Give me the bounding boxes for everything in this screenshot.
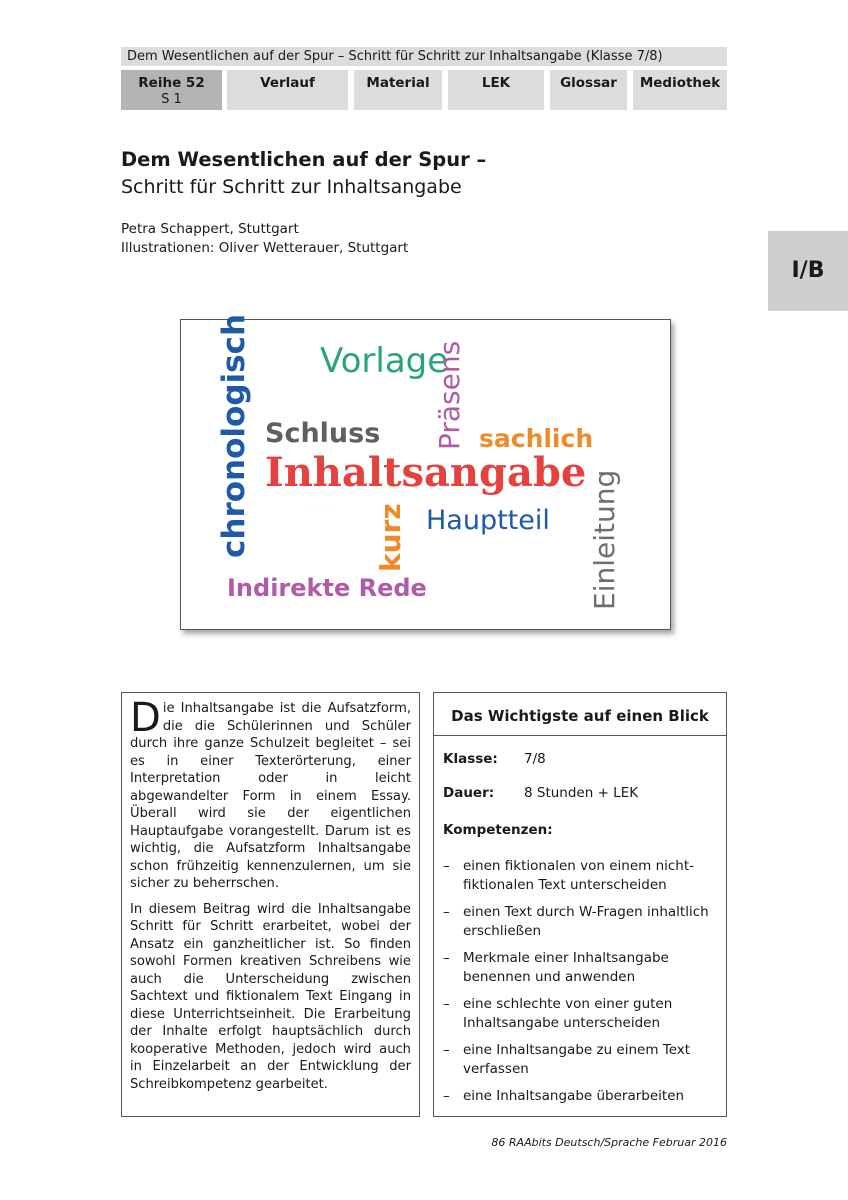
list-item: [443, 1087, 713, 1106]
nav-reihe-page: S 1: [161, 92, 182, 107]
intro-paragraph-1: [130, 695, 411, 893]
word-inhaltsangabe: Inhaltsangabe: [265, 449, 587, 496]
drop-cap: D: [130, 695, 161, 741]
word-einleitung: Einleitung: [588, 469, 621, 610]
series-title: Dem Wesentlichen auf der Spur – Schritt für Schritt zur Inhaltsangabe (Klasse 7/8): [121, 47, 727, 66]
list-item: [443, 857, 713, 895]
author-line: Petra Schappert, Stuttgart: [121, 221, 299, 237]
overview-title: Das Wichtigste auf einen Blick: [451, 707, 709, 725]
intro-text-box: [121, 692, 420, 1117]
list-dash: –: [443, 996, 450, 1012]
overview-divider: [434, 735, 726, 736]
word-chronologisch: chronologisch: [216, 313, 252, 558]
word-sachlich: sachlich: [479, 424, 594, 453]
list-dash: –: [443, 950, 450, 966]
list-item-text: einen Text durch W-Fragen inhaltlich erschließen: [463, 904, 709, 939]
nav-reihe-label: Reihe 52: [138, 75, 205, 91]
word-indirekte-rede: Indirekte Rede: [227, 574, 427, 602]
section-tab: I/B: [768, 231, 848, 311]
nav-mediothek[interactable]: Mediothek: [633, 70, 727, 110]
list-item-text: eine schlechte von einer guten Inhaltsangabe unterscheiden: [463, 996, 673, 1031]
article-title: Dem Wesentlichen auf der Spur –: [121, 148, 487, 171]
word-vorlage: Vorlage: [320, 341, 449, 381]
word-kurz: kurz: [374, 503, 407, 572]
word-hauptteil: Hauptteil: [426, 505, 550, 536]
list-item: [443, 949, 713, 987]
klasse-label: Klasse:: [443, 751, 498, 767]
nav-glossar[interactable]: Glossar: [550, 70, 627, 110]
nav-verlauf[interactable]: Verlauf: [227, 70, 348, 110]
list-dash: –: [443, 904, 450, 920]
klasse-value: 7/8: [524, 751, 546, 767]
list-item: [443, 903, 713, 941]
list-dash: –: [443, 1042, 450, 1058]
list-dash: –: [443, 1088, 450, 1104]
illustrations-line: Illustrationen: Oliver Wetterauer, Stuttgart: [121, 240, 409, 256]
intro-paragraph-2: In diesem Beitrag wird die Inhaltsangabe Schritt für Schritt erarbeitet, wobei der Ansatz ein ganzheitlicher ist. So finden sowohl Formen kreativen Schreibens wie auch die Unterscheidung zwischen Sachtext und fiktionalem Text Eingang in diese Unterrichtseinheit. Die Erarbeitung der Inhalte erfolgt hauptsächlich durch kooperative Methoden, jedoch wird auch in Einzelarbeit an der Entwicklung der Schreibkompetenz gearbeitet.: [130, 901, 411, 1092]
word-schluss: Schluss: [265, 418, 381, 449]
page-footer: 86 RAAbits Deutsch/Sprache Februar 2016: [491, 1136, 727, 1149]
word-cloud-illustration: [180, 313, 671, 630]
overview-box: [433, 692, 727, 1117]
article-subtitle: Schritt für Schritt zur Inhaltsangabe: [121, 176, 462, 198]
intro-paragraph-1-text: ie Inhaltsangabe ist die Aufsatzform, die die Schülerinnen und Schüler durch ihre ganze Schulzeit begleitet – sei es in einer Texterörterung, einer Interpretation oder in leicht abgewandelter Form in einem Essay. Überall wird sie der eigentlichen Hauptaufgabe vorangestellt. Darum ist es wichtig, die Aufsatzform Inhaltsangabe schon frühzeitig kennenzulernen, um sie sicher zu beherrschen.: [130, 701, 411, 891]
nav-reihe[interactable]: [121, 70, 222, 110]
nav-lek[interactable]: LEK: [448, 70, 544, 110]
dauer-value: 8 Stunden + LEK: [524, 785, 639, 801]
list-item: [443, 1041, 713, 1079]
list-item-text: eine Inhaltsangabe zu einem Text verfassen: [463, 1042, 691, 1077]
list-item-text: einen fiktionalen von einem nicht-fiktionalen Text unterscheiden: [463, 858, 695, 893]
word-praesens: Präsens: [433, 340, 466, 450]
dauer-label: Dauer:: [443, 785, 495, 801]
kompetenzen-label: Kompetenzen:: [443, 822, 553, 838]
list-dash: –: [443, 858, 450, 874]
list-item-text: Merkmale einer Inhaltsangabe benennen und anwenden: [463, 950, 669, 985]
article-credits: [121, 220, 408, 258]
list-item-text: eine Inhaltsangabe überarbeiten: [463, 1088, 685, 1104]
list-item: [443, 995, 713, 1033]
nav-material[interactable]: Material: [354, 70, 442, 110]
